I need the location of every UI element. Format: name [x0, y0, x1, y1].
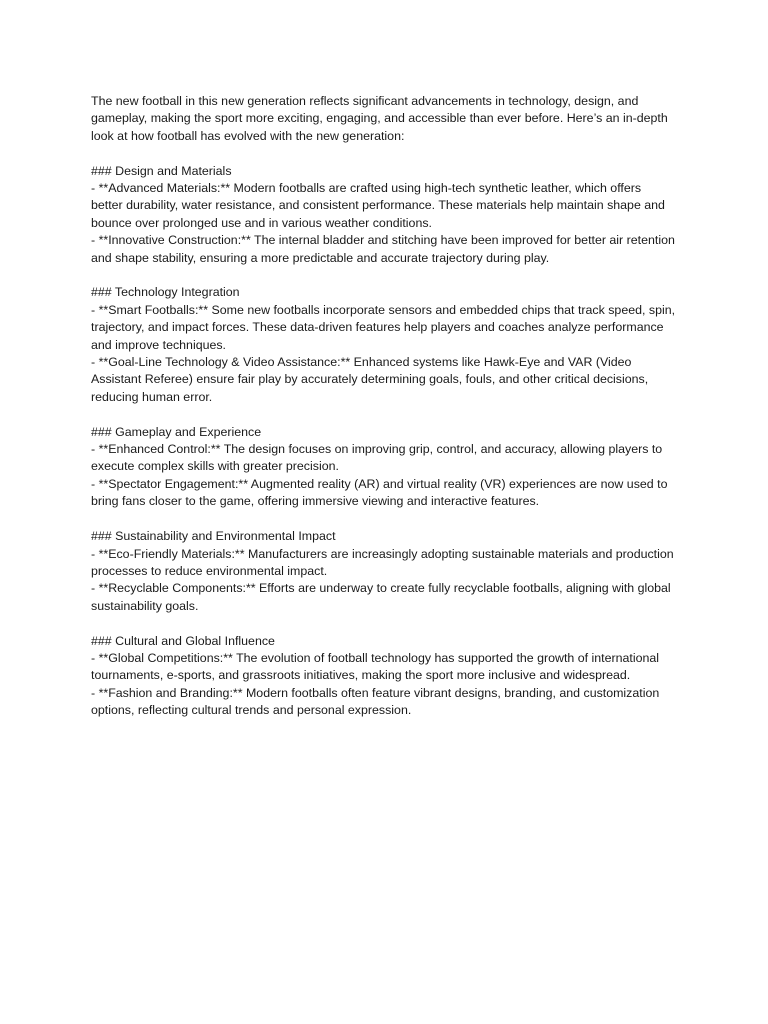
list-item: - **Innovative Construction:** The internal bladder and stitching have been improved for better air retention and shape stability, ensuring a more predictable and accurate trajectory during play. [91, 233, 679, 265]
list-item: - **Global Competitions:** The evolution of football technology has supported the growth of international tournaments, e-sports, and grassroots initiatives, making the sport more inclusive and widespread. [91, 650, 663, 683]
section-heading: ### Technology Integration [91, 285, 240, 300]
intro-paragraph: The new football in this new generation reflects significant advancements in technology, design, and gameplay, making the sport more exciting, engaging, and accessible than ever before. Here’s an in-depth look at how football has evolved with the new generation: [91, 94, 668, 143]
list-item: - **Goal-Line Technology & Video Assistance:** Enhanced systems like Hawk-Eye and VAR (Video Assistant Referee) ensure fair play by accurately determining goals, fouls, and other critical decisions, reducing human error. [91, 355, 652, 404]
paragraph-spacer [91, 511, 676, 528]
paragraph-spacer [91, 145, 676, 162]
section-heading: ### Cultural and Global Influence [91, 633, 275, 648]
paragraph-spacer [91, 615, 676, 632]
document-body [91, 93, 679, 720]
section-heading: ### Design and Materials [91, 163, 232, 178]
section-technology-integration [91, 284, 679, 406]
paragraph-spacer [91, 406, 676, 423]
list-item: - **Advanced Materials:** Modern footballs are crafted using high-tech synthetic leather, which offers better durability, water resistance, and consistent performance. These materials help maintain shape and bounce over prolonged use and in various weather conditions. [91, 181, 669, 230]
paragraph-spacer [91, 267, 676, 284]
section-heading: ### Sustainability and Environmental Impact [91, 529, 336, 544]
list-item: - **Spectator Engagement:** Augmented reality (AR) and virtual reality (VR) experiences are now used to bring fans closer to the game, offering immersive viewing and interactive features. [91, 476, 671, 509]
section-design-materials [91, 163, 679, 267]
section-heading: ### Gameplay and Experience [91, 424, 262, 439]
section-sustainability [91, 528, 676, 615]
section-gameplay-experience [91, 424, 676, 511]
section-cultural-global [91, 633, 676, 720]
list-item: - **Fashion and Branding:** Modern footballs often feature vibrant designs, branding, and customization options, reflecting cultural trends and personal expression. [91, 685, 663, 718]
list-item: - **Eco-Friendly Materials:** Manufacturers are increasingly adopting sustainable materials and production processes to reduce environmental impact. [91, 546, 678, 578]
list-item: - **Recyclable Components:** Efforts are underway to create fully recyclable footballs, aligning with global sustainability goals. [91, 581, 675, 613]
list-item: - **Enhanced Control:** The design focuses on improving grip, control, and accuracy, allowing players to execute complex skills with greater precision. [91, 442, 666, 474]
list-item: - **Smart Footballs:** Some new footballs incorporate sensors and embedded chips that track speed, spin, trajectory, and impact forces. These data-driven features help players and coaches analyze performance and improve techniques. [91, 302, 679, 352]
